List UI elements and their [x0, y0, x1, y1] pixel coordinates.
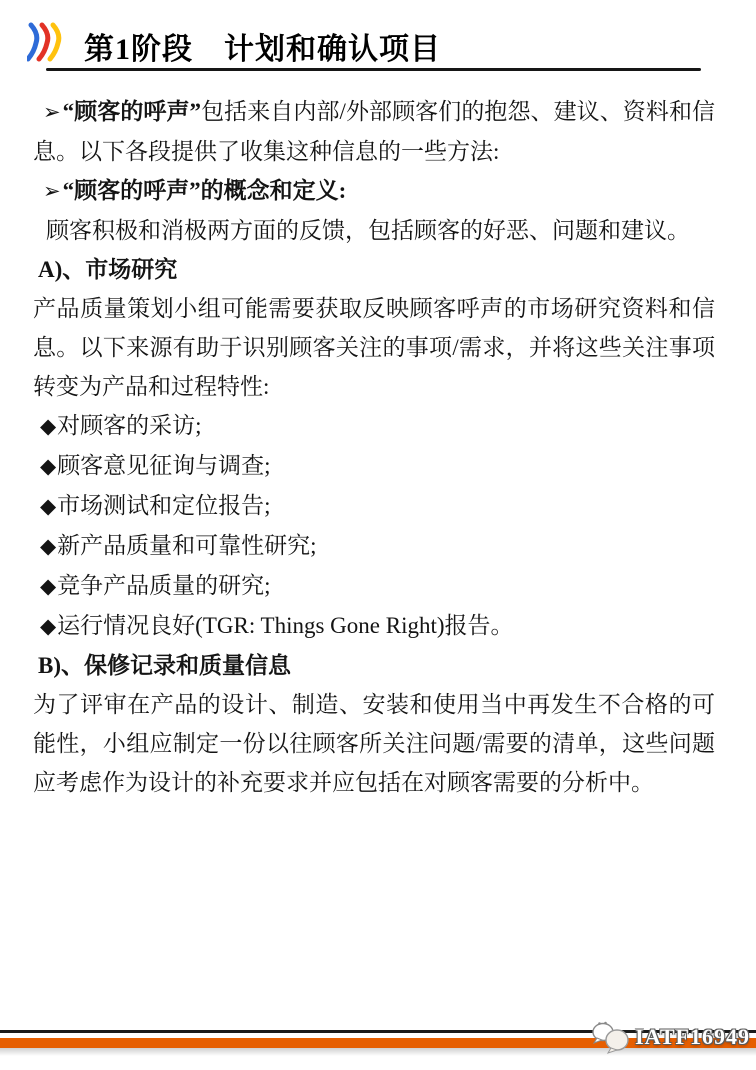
diamond-bullet-icon: ◆ [40, 534, 57, 558]
diamond-bullet-icon: ◆ [40, 454, 57, 478]
logo-wave-red [39, 25, 48, 59]
three-waves-logo-icon [27, 22, 63, 62]
arrow-bullet-icon: ➢ [43, 179, 61, 203]
logo-wave-blue [28, 25, 37, 59]
watermark [591, 1016, 750, 1058]
diamond-bullet-icon: ◆ [40, 494, 57, 518]
diamond-bullet-icon: ◆ [40, 574, 57, 598]
list-item [33, 486, 715, 526]
voc-intro-text: 包括来自内部/外部顾客们的抱怨、建议、资料和信息。以下各段提供了收集这种信息的一些方法: [33, 99, 716, 164]
list-item-text: 新产品质量和可靠性研究; [57, 533, 317, 558]
list-item [33, 526, 715, 566]
title-underline [46, 68, 701, 71]
arrow-bullet-icon: ➢ [43, 100, 61, 124]
voc-definition-text: 顾客积极和消极两方面的反馈，包括顾客的好恶、问题和建议。 [46, 218, 690, 243]
list-item [33, 446, 715, 486]
watermark-text: IATF16949 [635, 1024, 750, 1049]
section-b-heading: B)、保修记录和质量信息 [38, 653, 291, 678]
list-item-text: 对顾客的采访; [57, 413, 202, 438]
logo-wave-yellow [50, 25, 59, 59]
list-item-text: 顾客意见征询与调查; [57, 453, 271, 478]
voc-definition-bold: “顾客的呼声”的概念和定义: [62, 178, 347, 203]
slide-body [33, 92, 715, 802]
diamond-bullet-icon: ◆ [40, 414, 57, 438]
list-item-text: 市场测试和定位报告; [57, 493, 271, 518]
page-title: 第1阶段 计划和确认项目 [84, 33, 441, 66]
list-item [33, 566, 715, 606]
list-item [33, 406, 715, 446]
chat-bubbles-icon [591, 1020, 631, 1054]
diamond-bullet-icon: ◆ [40, 614, 57, 638]
list-item-text: 竞争产品质量的研究; [57, 573, 271, 598]
voc-definition-heading [33, 171, 715, 211]
voc-intro-bold: “顾客的呼声” [62, 99, 202, 124]
market-research-list [33, 406, 715, 646]
section-b-paragraph: 为了评审在产品的设计、制造、安装和使用当中再发生不合格的可能性，小组应制定一份以往顾客所关注问题/需要的清单，这些问题应考虑作为设计的补充要求并应包括在对顾客需要的分析中。 [33, 692, 715, 795]
section-a-heading: A)、市场研究 [38, 257, 178, 282]
list-item [33, 606, 715, 646]
section-a-paragraph: 产品质量策划小组可能需要获取反映顾客呼声的市场研究资料和信息。以下来源有助于识别顾客关注的事项/需求，并将这些关注事项转变为产品和过程特性: [33, 296, 715, 399]
voc-intro-paragraph [33, 92, 715, 171]
list-item-text: 运行情况良好(TGR: Things Gone Right)报告。 [57, 613, 514, 638]
